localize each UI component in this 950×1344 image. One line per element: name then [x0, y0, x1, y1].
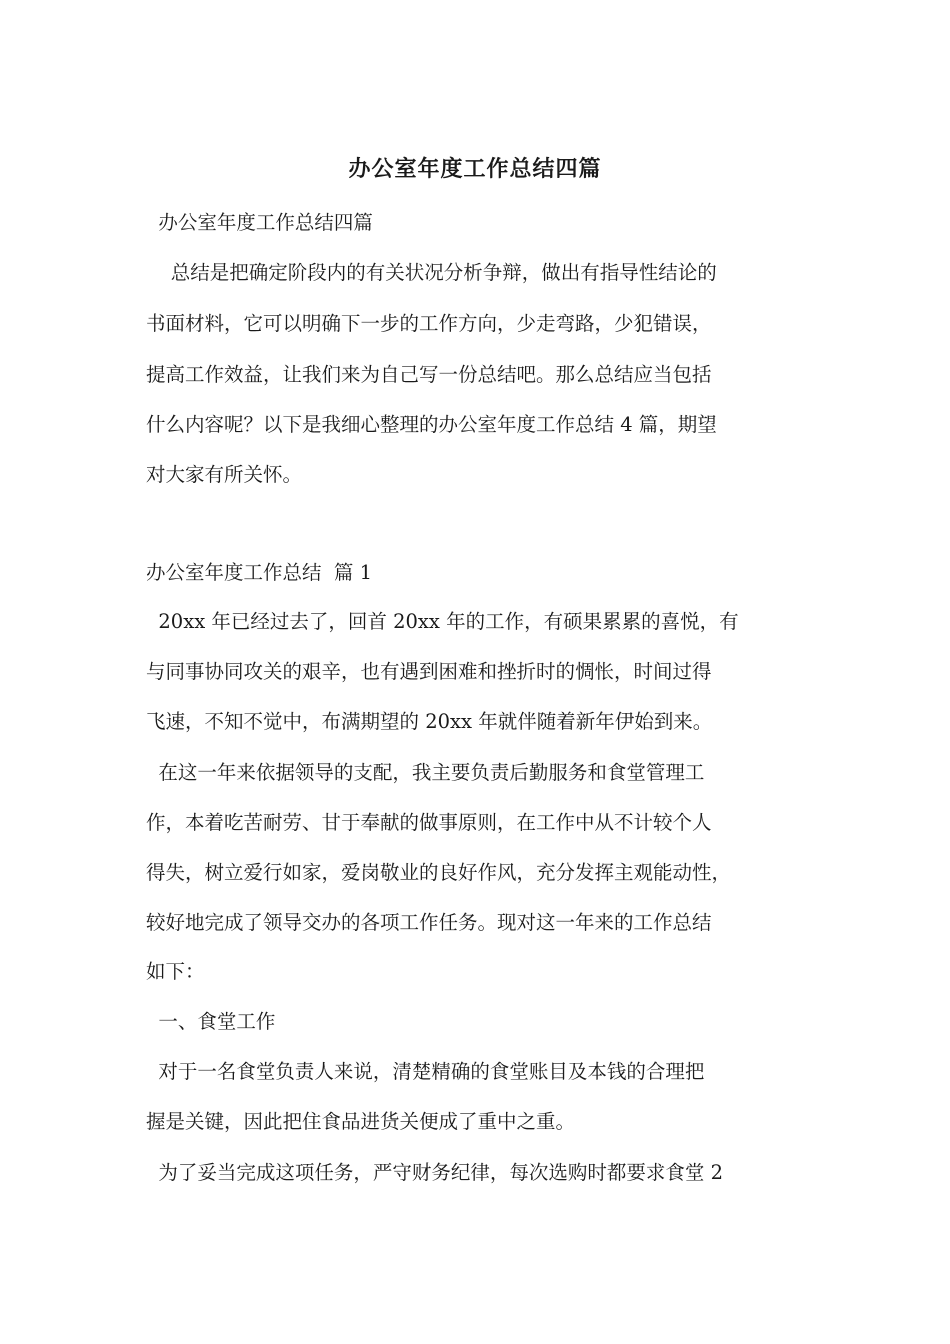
- intro-line-4: 什么内容呢？以下是我细心整理的办公室年度工作总结 4 篇，期望: [146, 413, 717, 436]
- para1-line-2: 与同事协同攻关的艰辛，也有遇到困难和挫折时的惆怅，时间过得: [146, 660, 712, 683]
- para2-line-3: 得失，树立爱行如家，爱岗敬业的良好作风，充分发挥主观能动性，: [146, 861, 732, 884]
- subtitle-line: 办公室年度工作总结四篇: [146, 211, 373, 234]
- para4-line-1: 为了妥当完成这项任务，严守财务纪律，每次选购时都要求食堂 2: [146, 1161, 724, 1184]
- intro-line-3: 提高工作效益，让我们来为自己写一份总结吧。那么总结应当包括: [146, 363, 712, 386]
- para2-line-1: 在这一年来依据领导的支配，我主要负责后勤服务和食堂管理工: [146, 761, 705, 784]
- para1-line-3: 飞速，不知不觉中，布满期望的 20xx 年就伴随着新年伊始到来。: [146, 710, 713, 733]
- para3-line-2: 握是关键，因此把住食品进货关便成了重中之重。: [146, 1110, 576, 1133]
- section-heading: 办公室年度工作总结 篇 1: [146, 561, 373, 584]
- para3-line-1: 对于一名食堂负责人来说，清楚精确的食堂账目及本钱的合理把: [146, 1060, 705, 1083]
- para2-line-2: 作，本着吃苦耐劳、甘于奉献的做事原则，在工作中从不计较个人: [146, 811, 712, 834]
- intro-line-2: 书面材料，它可以明确下一步的工作方向，少走弯路，少犯错误，: [146, 312, 712, 335]
- document-title: 办公室年度工作总结四篇: [348, 156, 602, 182]
- intro-line-5: 对大家有所关怀。: [146, 463, 303, 486]
- para1-line-1: 20xx 年已经过去了，回首 20xx 年的工作，有硕果累累的喜悦，有: [146, 610, 739, 633]
- para2-line-4: 较好地完成了领导交办的各项工作任务。现对这一年来的工作总结: [146, 911, 712, 934]
- intro-line-1: 总结是把确定阶段内的有关状况分析争辩，做出有指导性结论的: [146, 261, 717, 284]
- para2-line-5: 如下：: [146, 960, 205, 983]
- subsection-heading: 一、食堂工作: [146, 1010, 276, 1033]
